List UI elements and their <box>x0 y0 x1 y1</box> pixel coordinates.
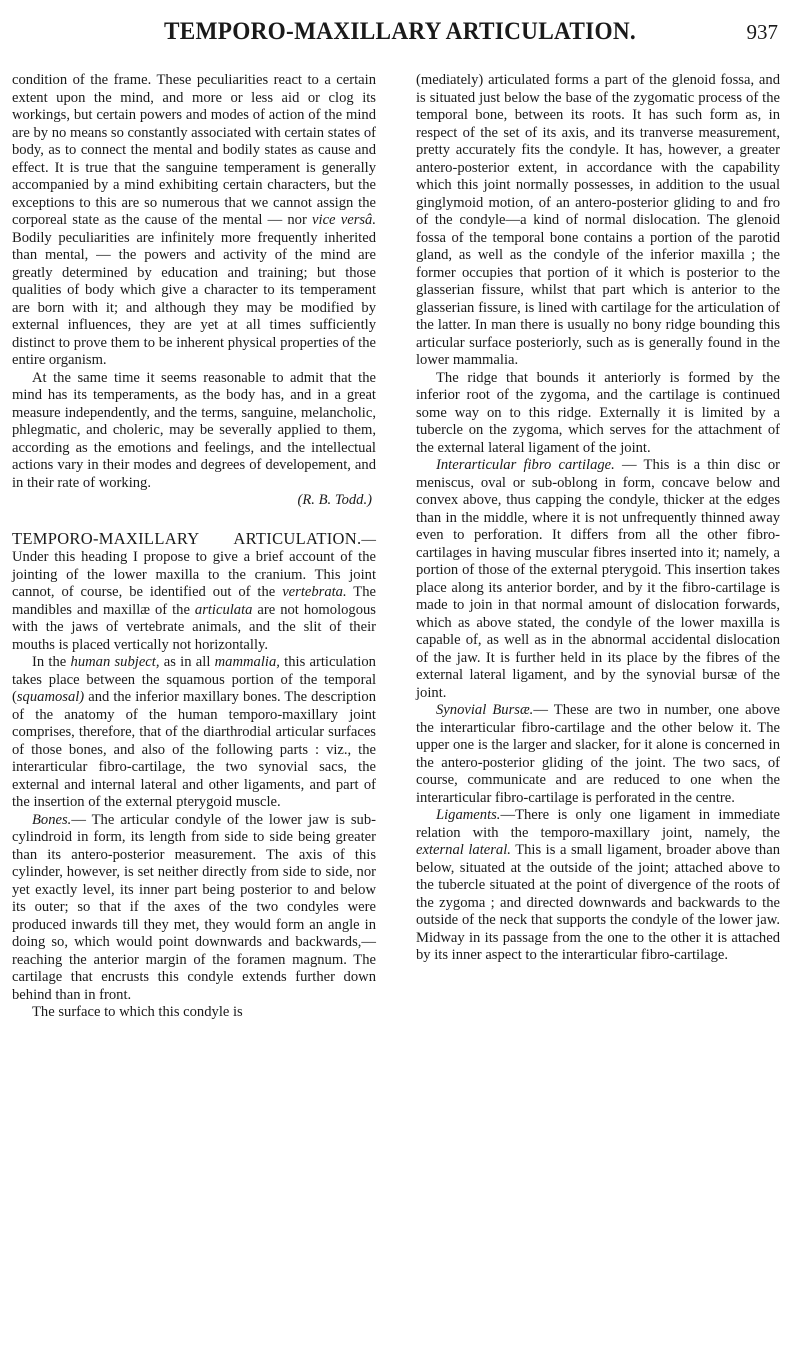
left-column <box>12 72 376 1022</box>
paragraph-fibro-cartilage: Interarticular fibro cartilage. — This is a thin disc or meniscus, oval or sub-oblong in form, concave below and convex above, thus capping the condyle, thicker at the edges than in the middle, where it is not unfrequently thinned away even to perforation. It differs from all the other fibro-cartilages in having muscular fibres inserted into it; namely, a portion of those of the external pterygoid. This insertion takes place along its anterior border, and by it the fibro-cartilage is made to join in that normal amount of dislocation forwards, which as above stated, the condyle of the lower maxilla is capable of, as well as in the abnormal accidental dislocation of the jaw. It is further held in its place by the fibres of the external lateral ligament, and by the synovial bursæ of the joint. <box>416 457 781 701</box>
section-label-synovial-bursae: Synovial Bursæ. <box>436 702 534 718</box>
paragraph-glenoid-fossa: (mediately) articulated forms a part of the glenoid fossa, and is situated just below the base of the zygomatic process of the temporal bone, between its roots. It has such form as, in respect of the set of its axis, and its tranverse measurement, pretty accurately fits the condyle. It has, however, a greater antero-posterior extent, in accordance with the capability which this joint normally possesses, in addition to the usual ginglymoid motion, of an antero-posterior gliding to and fro of the condyle—a kind of normal dislocation. The glenoid fossa of the temporal bone contains a portion of the parotid gland, as well as the condyle of the inferior maxilla ; the former occupies that portion of it which is posterior to the glasserian fissure, whilst that part which is anterior to the glasserian fissure, is lined with cartilage for the articulation of the latter. In man there is usually no bony ridge bounding this articular surface posteriorly, such as is generally found in the lower mammalia. <box>416 72 780 368</box>
running-title: TEMPORO-MAXILLARY ARTICULATION. <box>163 18 637 45</box>
paragraph-ridge: The ridge that bounds it anteriorly is formed by the inferior root of the zygoma, and the cartilage is continued some way on to this ridge. Externally it is limited by a tubercle on the zygoma, which serves for the attachment of the external lateral ligament of the joint. <box>416 369 780 456</box>
paragraph-temperament-continued: condition of the frame. These peculiarities react to a certain extent upon the mind, and more or less aid or clog its workings, but certain powers and modes of action of the mind are by no means so constantly associated with certain states of body, as to connect the mental and bodily states as cause and effect. It is true that the sanguine temperament is generally accompanied by a mind exhibiting certain characters, but the exceptions to this are so numerous that we cannot assign the corporeal state as the cause of the mental — nor vice versâ. Bodily peculiarities are infinitely more frequently inherited than mental, — the powers and activity of the mind are greatly determined by education and training; but those qualities of body which give a character to its temperament are born with it; and although they may be modified by external influences, they are yet at all times sufficiently distinct to prove them to be inherent physical properties of the entire organism. <box>12 72 376 368</box>
page-number: 937 <box>746 20 778 44</box>
paragraph-ligaments: Ligaments.—There is only one ligament in immediate relation with the temporo-maxillary joint, namely, the external lateral. This is a small ligament, broader above than below, situated at the outside of the joint; attached above to the tubercle situated at the point of divergence of the roots of the zygoma ; and directed downwards and backwards to the outside of the neck that supports the condyle of the lower jaw. Midway in its passage from the one to the other it is attached by its inner aspect to the interarticular fibro-cartilage. <box>416 807 780 963</box>
section-label-bones: Bones. <box>32 811 72 828</box>
author-signature: (R. B. Todd.) <box>297 492 372 508</box>
paragraph-human-subject: In the human subject, as in all mammalia, this articulation takes place between the squamous portion of the temporal (squamosal) and the inferior maxillary bones. The description of the anatomy of the human temporo-maxillary joint comprises, therefore, that of the diarthrodial articular surfaces of those bones, and also of the following parts : viz., the interarticular fibro-cartilage, the two synovial sacs, the external and internal lateral and other ligaments, and part of the insertion of the external pterygoid muscle. <box>12 654 376 810</box>
entry-title: TEMPORO-MAXILLARY ARTICULATION. <box>12 528 362 548</box>
right-column <box>416 72 780 965</box>
paragraph-surface: The surface to which this condyle is <box>32 1004 243 1020</box>
paragraph-synovial-bursae: Synovial Bursæ.— These are two in number, one above the interarticular fibro-cartilage and the other below it. The upper one is the larger and slacker, for it alone is concerned in the antero-posterior gliding of the joint. The two sacs, of course, communicate and are reduced to one when the interarticular fibro-cartilage is perforated in the centre. <box>416 702 780 806</box>
page-header <box>0 18 800 48</box>
paragraph-mind-temperaments: At the same time it seems reasonable to admit that the mind has its temperaments, as the body has, and in a great measure independently, and the terms, sanguine, melancholic, phlegmatic, and choleric, may be severally applied to them, according as the emotions and feelings, and the intellectual actions vary in their modes and degrees of developement, and in their rate of working. <box>12 369 376 491</box>
entry-start-paragraph: TEMPORO-MAXILLARY ARTICULATION.—Under this heading I propose to give a brief account of the jointing of the lower maxilla to the cranium. This joint cannot, of course, be identified out of the vertebrata. The mandibles and maxillæ of the articulata are not homologous with the jaws of vertebrate animals, and the slit of their mouths is placed vertically not horizontally. <box>12 528 376 653</box>
paragraph-bones: Bones.— The articular condyle of the lower jaw is sub-cylindroid in form, its length from side to side being greater than its antero-posterior measurement. The axis of this cylinder, however, is set neither directly from side to side, nor yet exactly level, its inner part being posterior to and below its outer; so that if the axes of the two condyles were produced inwards till they met, they would form an angle in doing so, which would point downwards and backwards,— reaching the anterior margin of the foramen magnum. The cartilage that encrusts this condyle extends further down behind than in front. <box>12 811 376 1003</box>
section-label-ligaments: Ligaments. <box>436 807 501 823</box>
section-label-fibro-cartilage: Interarticular fibro cartilage. <box>436 457 615 473</box>
